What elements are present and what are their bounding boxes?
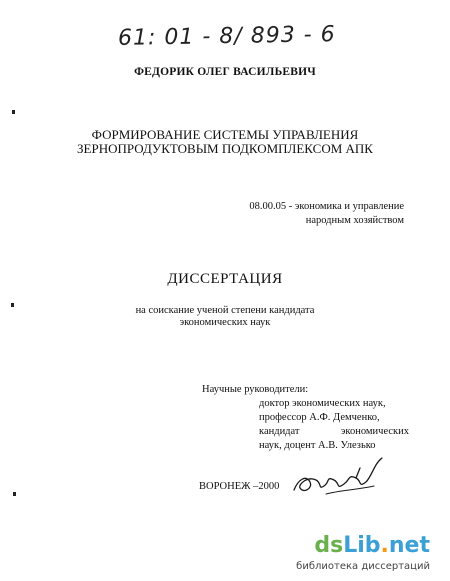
signature-icon <box>286 450 396 505</box>
scan-mark <box>11 303 14 307</box>
degree-line: экономических наук <box>179 317 271 328</box>
logo-part: . <box>380 533 389 558</box>
supervisor-word: кандидат <box>259 426 300 437</box>
degree-description <box>0 305 450 329</box>
supervisor-line <box>259 425 409 439</box>
logo-part: Lib <box>343 533 381 558</box>
dissertation-title <box>0 128 450 156</box>
title-line: ЗЕРНОПРОДУКТОВЫМ ПОДКОМПЛЕКСОМ АПК <box>77 141 373 156</box>
specialty-code <box>249 200 404 228</box>
degree-line: на соискание ученой степени кандидата <box>135 305 315 316</box>
specialty-line: народным хозяйством <box>305 215 404 226</box>
watermark-tagline: библиотека диссертаций <box>296 561 430 572</box>
title-line: ФОРМИРОВАНИЕ СИСТЕМЫ УПРАВЛЕНИЯ <box>91 127 359 142</box>
watermark <box>290 533 440 575</box>
supervisor-word: экономических <box>340 426 409 437</box>
supervisors-list <box>259 397 414 453</box>
supervisor-line: доктор экономических наук, <box>259 398 386 409</box>
logo-part: ds <box>314 533 344 558</box>
document-type: ДИССЕРТАЦИЯ <box>167 271 283 287</box>
supervisor-line: наук, доцент А.В. Улезько <box>259 440 376 451</box>
logo-part: net <box>388 533 430 558</box>
dslib-logo <box>314 533 430 558</box>
author-name: ФЕДОРИК ОЛЕГ ВАСИЛЬЕВИЧ <box>134 66 316 78</box>
supervisors-heading: Научные руководители: <box>202 384 309 395</box>
city-year: ВОРОНЕЖ –2000 <box>199 481 280 492</box>
scan-mark <box>12 110 15 114</box>
scan-mark <box>13 492 16 496</box>
specialty-line: 08.00.05 - экономика и управление <box>249 201 404 212</box>
supervisor-line: профессор А.Ф. Демченко, <box>259 412 380 423</box>
archive-code: 61: 01 - 8/ 893 - 6 <box>117 22 336 51</box>
